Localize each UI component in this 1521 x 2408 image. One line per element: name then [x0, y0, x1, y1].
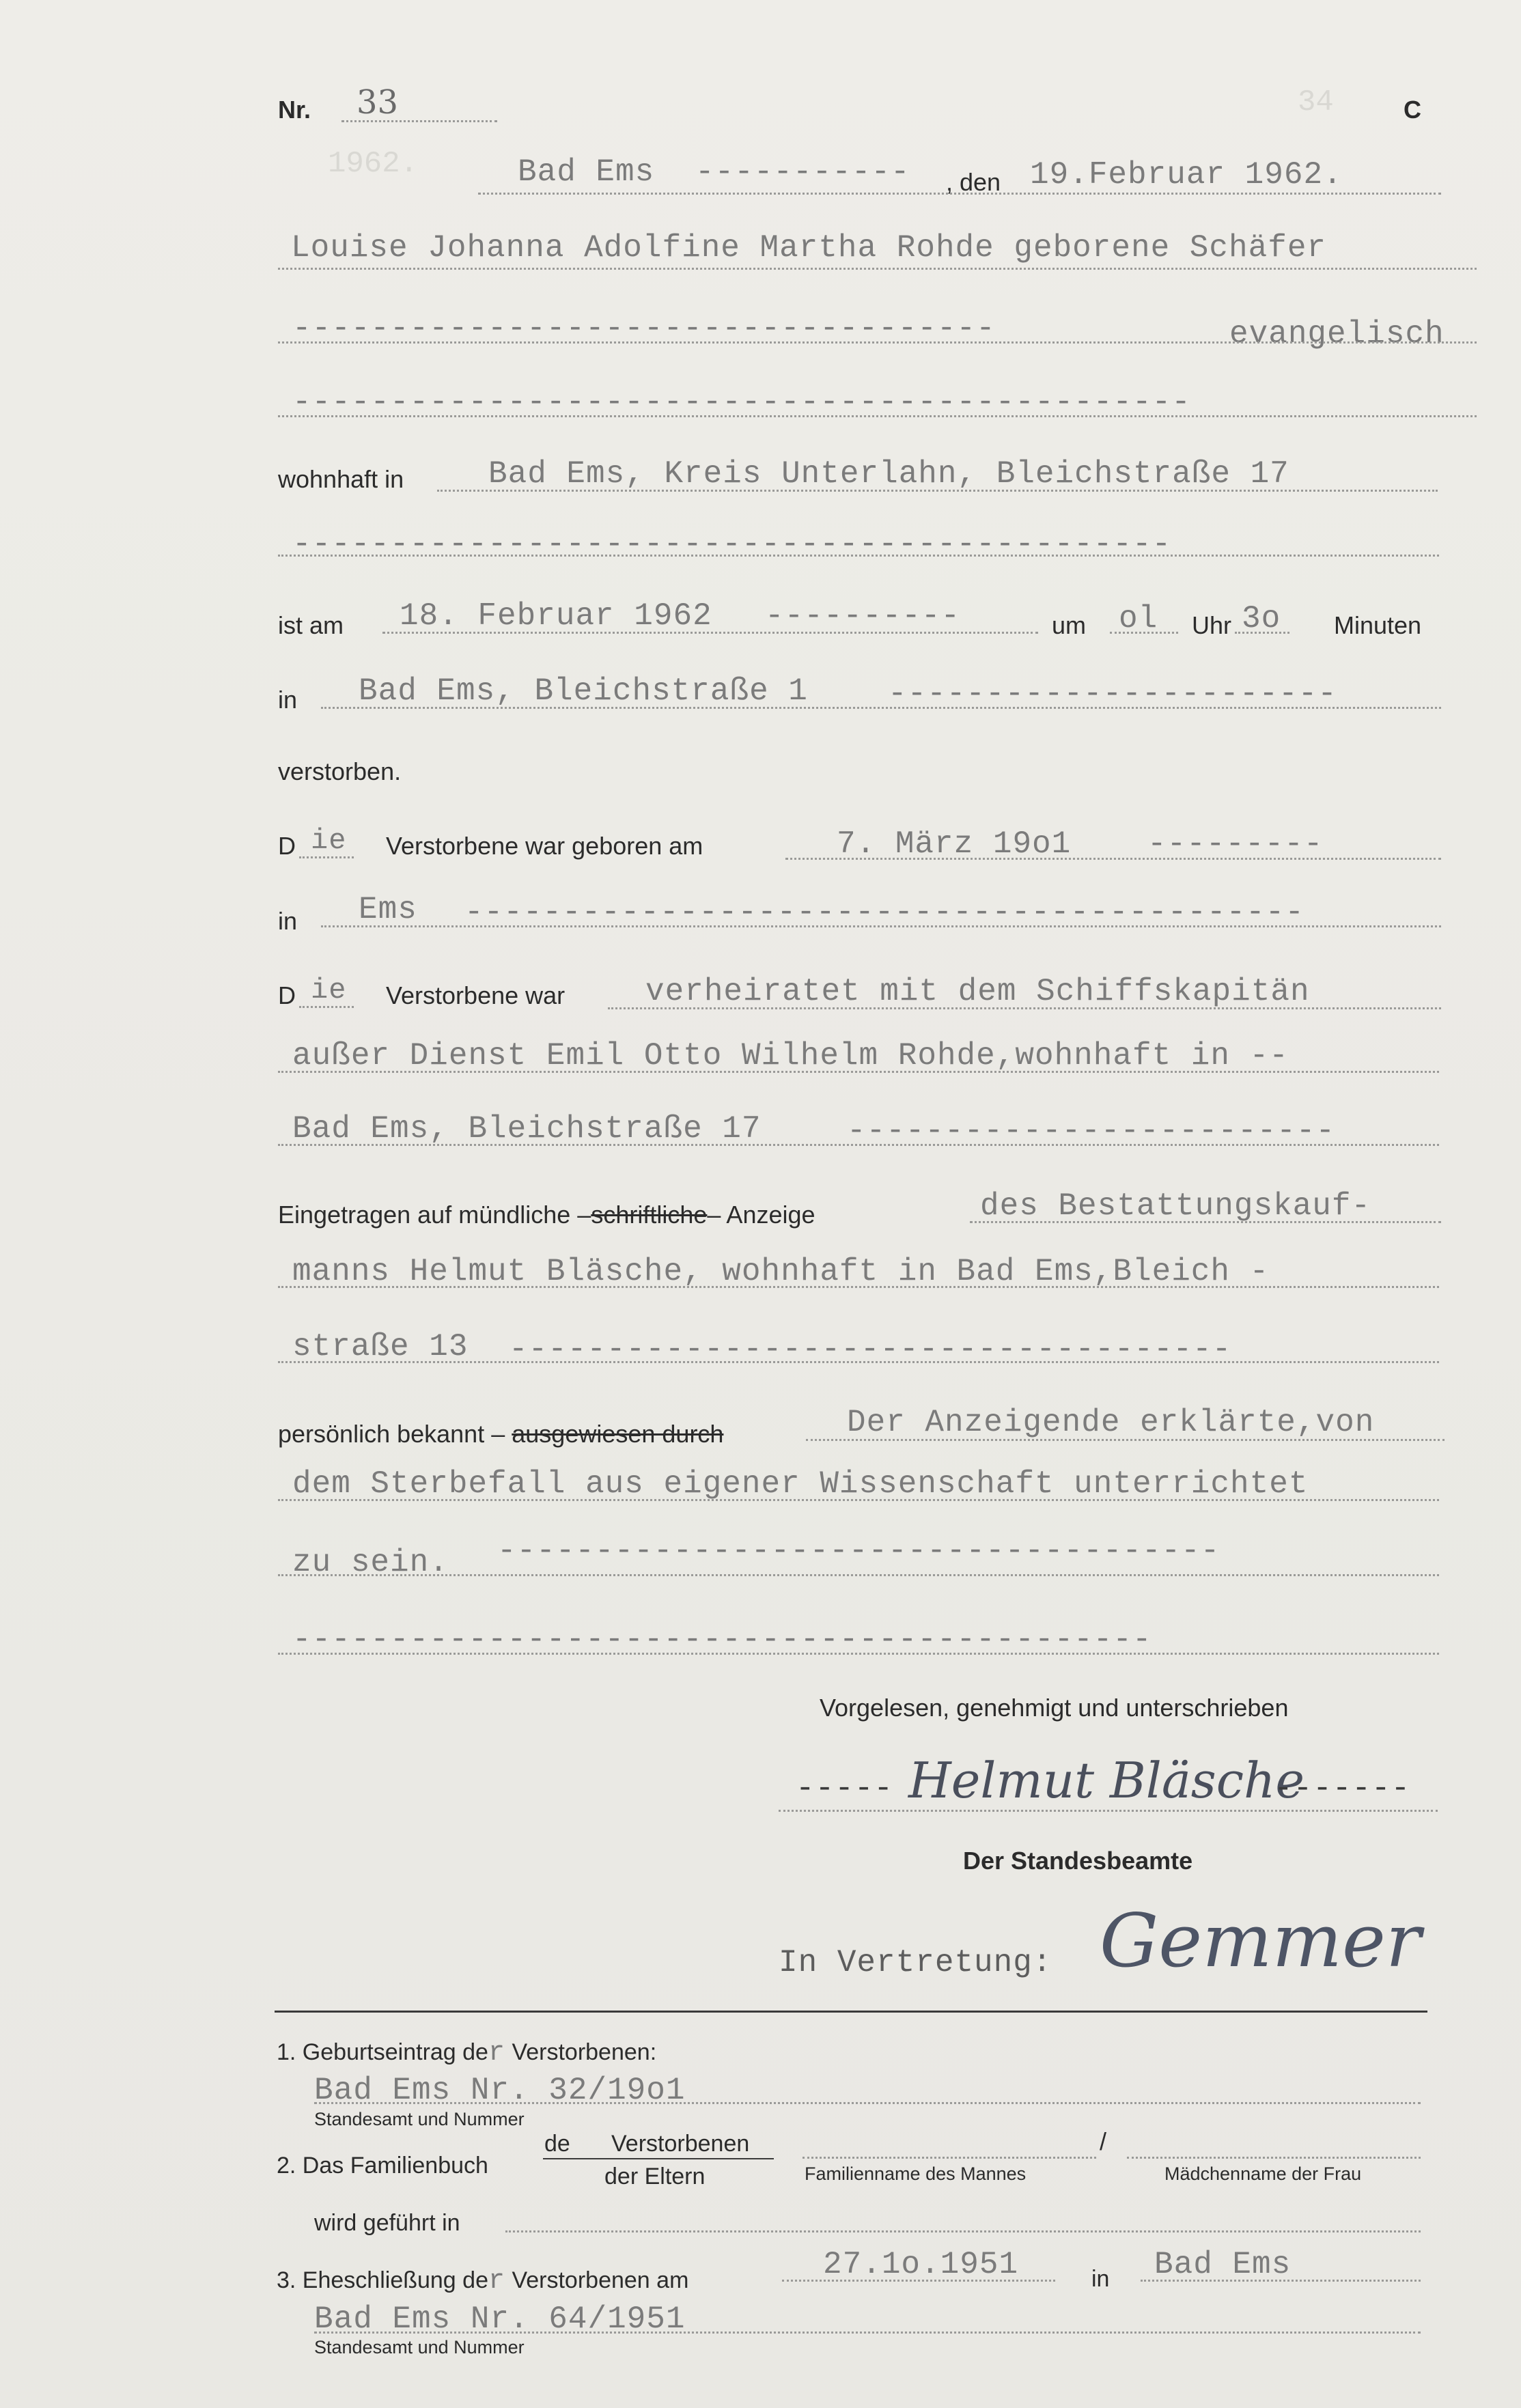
death-hour: ol: [1119, 601, 1158, 636]
dotline: [278, 1144, 1439, 1146]
dash-fill: -------------------------------------------: [464, 895, 1304, 930]
identity-line-1: Der Anzeigende erklärte,von: [847, 1405, 1375, 1440]
dotline: [478, 193, 1441, 195]
identity-line-3: zu sein.: [292, 1545, 449, 1580]
dash-fill: -------------------------------------: [509, 1332, 1232, 1367]
dotline: [278, 555, 1439, 557]
dotline: [278, 1499, 1439, 1501]
identity-line-2: dem Sterbefall aus eigener Wissenschaft unterrichtet: [292, 1466, 1309, 1502]
bekannt-label: [278, 1420, 723, 1448]
marriage-line-3: Bad Ems, Bleichstraße 17: [292, 1111, 762, 1147]
item1-label-a: 1. Geburtseintrag de: [277, 2039, 488, 2065]
death-minutes: 3o: [1242, 601, 1281, 636]
bleed-through-text: 1962.: [328, 147, 419, 181]
birth-place: Ems: [359, 892, 417, 927]
informant-signature: Helmut Bläsche: [908, 1752, 1305, 1809]
dotline: [785, 858, 1441, 860]
dash-fill: ----------: [765, 598, 961, 634]
dotline: [278, 1071, 1439, 1073]
dotline: [803, 2157, 1096, 2159]
eingetragen-label-start: Eingetragen auf mündliche –: [278, 1201, 591, 1229]
dotline: [782, 2280, 1055, 2282]
marriage-place: Bad Ems: [1154, 2247, 1292, 2282]
dotline: [608, 1007, 1441, 1009]
residence-value: Bad Ems, Kreis Unterlahn, Bleichstraße 17: [488, 456, 1289, 492]
read-approved-label: Vorgelesen, genehmigt und unterschrieben: [820, 1694, 1289, 1722]
item1-label-b: Verstorbenen:: [512, 2039, 657, 2065]
marriage-line-1: verheiratet mit dem Schiffskapitän: [645, 974, 1310, 1009]
death-place: Bad Ems, Bleichstraße 1: [359, 673, 808, 709]
slash-separator: /: [1100, 2127, 1107, 2155]
dotline: [321, 925, 1441, 927]
item2-verstorbenen: Verstorbenen: [611, 2131, 750, 2157]
item3-r: r: [488, 2266, 505, 2297]
wohnhaft-label: wohnhaft in: [278, 465, 404, 493]
in-label: in: [278, 686, 298, 714]
dotline: [437, 490, 1438, 492]
item2-label: 2. Das Familienbuch: [277, 2153, 488, 2179]
item2-de: de: [544, 2131, 570, 2157]
standesamt-label: Standesamt und Nummer: [314, 2109, 525, 2129]
dash-fill: -------------------------: [847, 1113, 1336, 1149]
registrar-signature: Gemmer: [1100, 1899, 1421, 1984]
item3-label-a: 3. Eheschließung de: [277, 2267, 488, 2293]
geboren-label: Verstorbene war geboren am: [386, 832, 703, 860]
registrar-label: Der Standesbeamte: [963, 1847, 1193, 1875]
date-value: 19.Februar 1962.: [1030, 157, 1343, 193]
dotline: [806, 1439, 1445, 1441]
class-letter: C: [1404, 96, 1421, 124]
item3-label-b: Verstorbenen am: [512, 2267, 689, 2293]
item3-label: [277, 2266, 688, 2297]
dash-fill: -----------------------: [888, 676, 1337, 712]
place-value: Bad Ems: [518, 154, 655, 190]
dotline: [505, 2230, 1421, 2232]
dotline: [970, 1221, 1441, 1223]
ist-am-label: ist am: [278, 611, 344, 639]
dotline: [382, 632, 1038, 634]
item1-r: r: [488, 2038, 505, 2069]
item1-label: [277, 2038, 656, 2069]
den-label: , den: [946, 168, 1001, 196]
verheiratet-label: Verstorbene war: [386, 981, 566, 1009]
ie-value-2: ie: [311, 974, 347, 1007]
dash-fill: ------------------------------------: [292, 311, 996, 346]
item2-fraction-line: [543, 2158, 774, 2159]
dotline: [1141, 2280, 1421, 2282]
vertretung-label: In Vertretung:: [779, 1945, 1052, 1980]
eingetragen-label: [278, 1201, 815, 1229]
item1-value: Bad Ems Nr. 32/19o1: [314, 2073, 686, 2108]
dotline: [779, 1810, 1438, 1812]
dotline: [278, 268, 1477, 270]
d-label: D: [278, 832, 296, 860]
in-label-birth: in: [278, 907, 298, 935]
dotline: [1127, 2157, 1421, 2159]
dotline: [314, 2332, 1421, 2334]
minuten-label: Minuten: [1334, 611, 1422, 639]
standesamt-label-2: Standesamt und Nummer: [314, 2337, 525, 2357]
eingetragen-label-end: – Anzeige: [707, 1201, 815, 1229]
maedchenname-label: Mädchenname der Frau: [1164, 2164, 1362, 2184]
bekannt-label-start: persönlich bekannt –: [278, 1420, 505, 1448]
registration-line-2: manns Helmut Bläsche, wohnhaft in Bad Ems,Bleich -: [292, 1254, 1270, 1289]
uhr-label: Uhr: [1192, 611, 1232, 639]
bekannt-label-struck: ausgewiesen durch: [512, 1420, 724, 1448]
dotline: [1235, 632, 1289, 634]
dash-fill: ---------------------------------------------: [292, 527, 1172, 562]
verstorben-label: verstorben.: [278, 757, 402, 785]
signature-dash: -----: [796, 1771, 894, 1806]
gefuehrt-label: wird geführt in: [314, 2210, 460, 2236]
dotline: [314, 2102, 1421, 2104]
dotline: [278, 1286, 1439, 1288]
dotline: [278, 341, 1477, 344]
dash-fill: ---------: [1147, 826, 1324, 862]
bleed-through-text: 34: [1298, 85, 1334, 120]
nr-label: Nr.: [278, 96, 311, 124]
ie-value: ie: [311, 824, 347, 857]
dash-fill: -------------------------------------: [497, 1533, 1220, 1569]
marriage-line-2: außer Dienst Emil Otto Wilhelm Rohde,wohnhaft in --: [292, 1038, 1289, 1074]
dotline: [299, 1006, 354, 1008]
dash-fill: -----------: [695, 154, 910, 190]
um-label: um: [1052, 611, 1087, 639]
religion-value: evangelisch: [1229, 316, 1445, 352]
dotline: [278, 1653, 1439, 1655]
dotline: [321, 707, 1441, 709]
dotline: [278, 1574, 1439, 1576]
dotline: [1110, 632, 1178, 634]
item2-eltern: der Eltern: [604, 2164, 706, 2189]
deceased-name: Louise Johanna Adolfine Martha Rohde geborene Schäfer: [291, 230, 1327, 266]
familienname-label: Familienname des Mannes: [805, 2164, 1027, 2184]
signature-dash: -------: [1274, 1771, 1411, 1806]
item3-in: in: [1091, 2266, 1110, 2292]
death-date: 18. Februar 1962: [400, 598, 712, 634]
dotline: [278, 415, 1477, 417]
eingetragen-label-struck: schriftliche: [591, 1201, 708, 1229]
nr-dotline: [341, 120, 497, 122]
item3-value: Bad Ems Nr. 64/1951: [314, 2301, 686, 2337]
marriage-date: 27.1o.1951: [823, 2247, 1019, 2282]
birth-date: 7. März 19o1: [837, 826, 1072, 862]
registration-line-1: des Bestattungskauf-: [980, 1188, 1371, 1224]
footer-divider: [275, 2011, 1427, 2013]
nr-value: 33: [357, 83, 399, 122]
dash-fill: ----------------------------------------------: [292, 384, 1191, 420]
dotline: [299, 856, 354, 858]
dash-fill: --------------------------------------------: [292, 1622, 1152, 1657]
registration-line-3: straße 13: [292, 1329, 469, 1364]
dotline: [278, 1361, 1439, 1363]
d-label-2: D: [278, 981, 296, 1009]
